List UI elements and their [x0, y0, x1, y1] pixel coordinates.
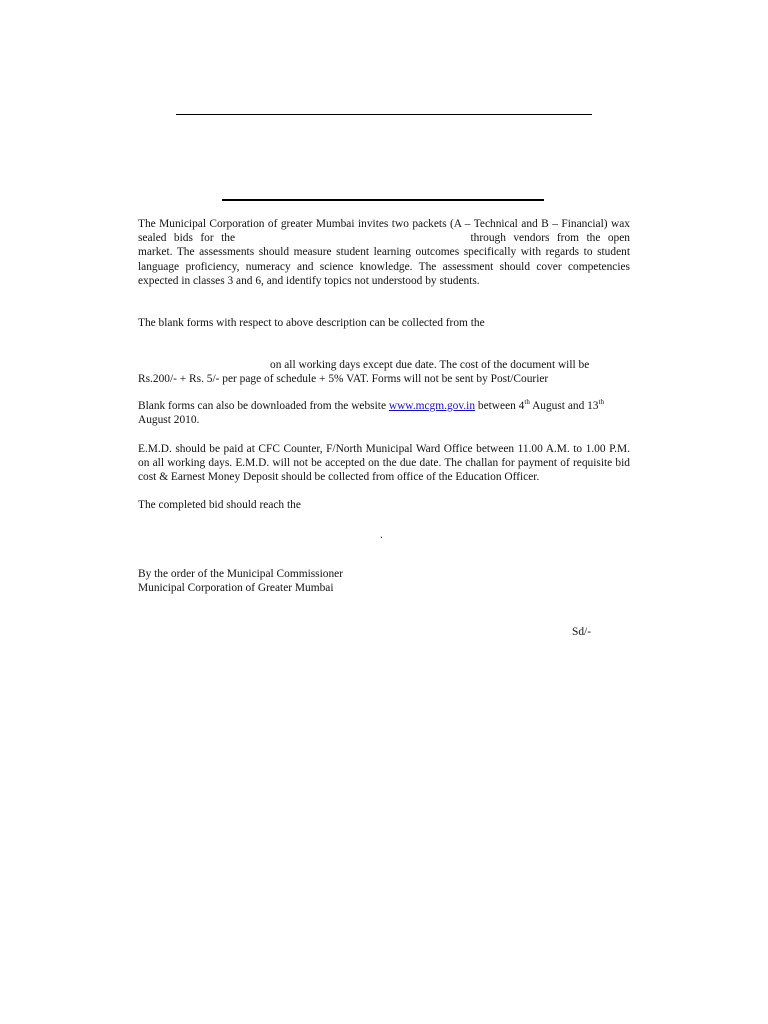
signature-mark: Sd/- — [572, 626, 591, 638]
order-block — [138, 567, 630, 595]
cost-line: Rs.200/- + Rs. 5/- per page of schedule + 5% VAT. Forms will not be sent by Post/Courier — [138, 373, 549, 386]
completed-bid-paragraph — [138, 498, 630, 512]
order-line-1: By the order of the Municipal Commissioner — [138, 568, 343, 580]
title-underline-rule — [222, 199, 544, 201]
emd-paragraph — [138, 442, 630, 485]
intro-text: The Municipal Corporation of greater Mumbai invites two packets (A – Technical and B – Financial) wax sealed bids for the — [138, 218, 630, 245]
completed-bid-text: The completed bid should reach the — [138, 499, 301, 511]
assessment-text: market. The assessments should measure student learning outcomes specifically with regards to student language proficiency, numeracy and science knowledge. The assessment should cover competencies expected in classes 3 and 6, and identify topics not understood by students. — [138, 246, 630, 287]
tender-intro-paragraph — [138, 217, 630, 288]
sup-th-1: th — [524, 398, 530, 407]
download-paragraph — [138, 399, 630, 427]
document-cost-paragraph — [138, 358, 630, 386]
download-text: Blank forms can also be downloaded from the website — [138, 400, 386, 412]
order-line-2: Municipal Corporation of Greater Mumbai — [138, 582, 334, 595]
blank-forms-paragraph — [138, 316, 630, 330]
date-to-text: August and 13 — [532, 400, 599, 412]
emd-text: E.M.D. should be paid at CFC Counter, F/North Municipal Ward Office between 11.00 A.M. to 1.00 P.M. on all working days. E.M.D. will not be accepted on the due date. The challan for payment of requisite bid cost & Earnest Money Deposit should be collected from office of the Education Officer. — [138, 443, 630, 484]
blank-forms-text: The blank forms with respect to above description can be collected from the — [138, 317, 485, 329]
year-text: August 2010. — [138, 414, 200, 427]
stray-dot: . — [380, 529, 383, 541]
sup-th-2: th — [598, 398, 604, 407]
through-text: through vendors from the open — [470, 232, 630, 245]
working-days-line: on all working days except due date. The cost of the document will be — [270, 359, 590, 371]
date-from-text: between 4 — [477, 400, 525, 412]
top-horizontal-rule — [176, 114, 592, 115]
mcgm-website-link[interactable]: www.mcgm.gov.in — [388, 400, 476, 412]
